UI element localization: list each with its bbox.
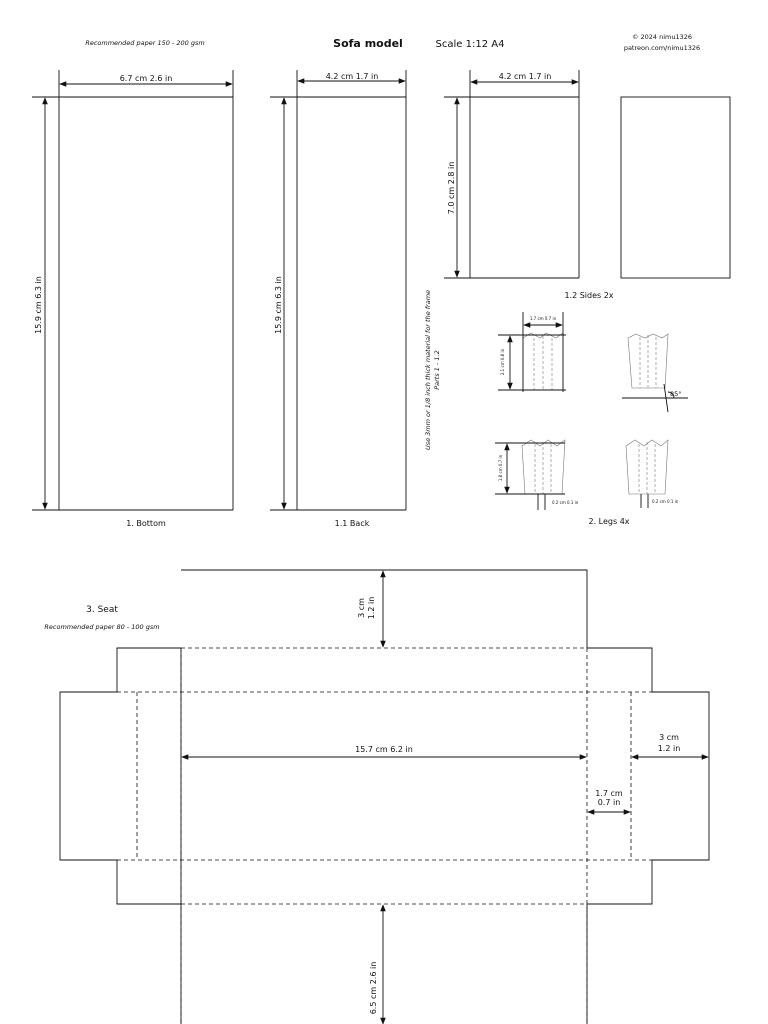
frame-material-note: Use 3mm or 1/8 inch thick material for the frame bbox=[424, 289, 432, 451]
seat-top-flap-cm: 3 cm bbox=[357, 598, 366, 618]
seat-label: 3. Seat bbox=[86, 605, 118, 615]
piece-legs bbox=[495, 312, 688, 526]
sides-width-label: 4.2 cm 1.7 in bbox=[498, 72, 552, 81]
recommended-paper-note: Recommended paper 150 - 200 gsm bbox=[85, 39, 205, 47]
leg-diagram-4 bbox=[626, 440, 679, 508]
piece-back bbox=[270, 70, 406, 528]
leg-diagram-1 bbox=[498, 312, 566, 392]
back-height-label: 15.9 cm 6.3 in bbox=[274, 276, 283, 334]
leg-width-label: 1.7 cm 0.7 in bbox=[529, 316, 557, 321]
frame-parts-note: Parts 1 - 1.2 bbox=[433, 350, 441, 390]
bottom-height-label: 15.9 cm 6.3 in bbox=[34, 276, 43, 334]
leg-foot-label-1: 0.2 cm 0.1 in bbox=[552, 500, 579, 505]
sides-label: 1.2 Sides 2x bbox=[564, 291, 614, 300]
leg-angle-label: 85° bbox=[670, 390, 682, 398]
leg-diagram-2 bbox=[622, 334, 688, 412]
seat-bottom-label: 6.5 cm 2.6 in bbox=[369, 961, 378, 1015]
seat-length-label: 15.7 cm 6.2 in bbox=[355, 745, 413, 754]
patreon-text: patreon.com/nimu1326 bbox=[623, 44, 701, 52]
seat-fold-in: 0.7 in bbox=[597, 798, 621, 807]
piece-sides bbox=[444, 70, 730, 300]
piece-seat bbox=[44, 570, 709, 1024]
seat-side-flap-in: 1.2 in bbox=[657, 744, 681, 753]
page-title: Sofa model bbox=[333, 37, 403, 50]
scale-label: Scale 1:12 A4 bbox=[435, 39, 505, 50]
leg-height-label: 2.1 cm 0.8 in bbox=[500, 348, 505, 376]
bottom-label: 1. Bottom bbox=[126, 519, 166, 528]
back-width-label: 4.2 cm 1.7 in bbox=[325, 72, 379, 81]
side-panel-second bbox=[621, 97, 730, 278]
seat-fold-cm: 1.7 cm bbox=[595, 789, 623, 798]
sides-height-label: 7.0 cm 2.8 in bbox=[447, 161, 456, 215]
leg-diagram-3 bbox=[495, 440, 579, 510]
leg-foot-label-2: 0.2 cm 0.1 in bbox=[652, 499, 679, 504]
seat-paper-note: Recommended paper 80 - 100 gsm bbox=[44, 623, 160, 631]
piece-bottom bbox=[32, 70, 233, 528]
copyright-text: © 2024 nimu1326 bbox=[631, 33, 693, 41]
back-label: 1.1 Back bbox=[334, 519, 370, 528]
seat-side-flap-cm: 3 cm bbox=[659, 733, 679, 742]
legs-label: 2. Legs 4x bbox=[588, 517, 630, 526]
bottom-width-label: 6.7 cm 2.6 in bbox=[119, 74, 173, 83]
seat-top-flap-in: 1.2 in bbox=[367, 596, 376, 620]
leg-height-label-2: 1.8 cm 0.7 in bbox=[498, 454, 503, 482]
